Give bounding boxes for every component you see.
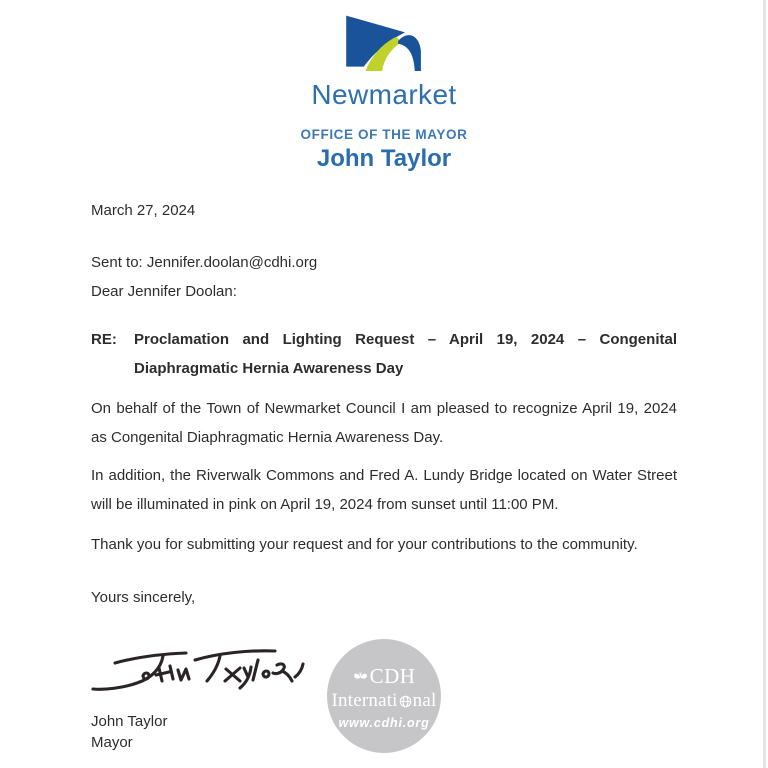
watermark-org-name [332,690,437,712]
watermark-acronym: CDH [369,664,416,688]
signer-title: Mayor [91,734,133,751]
letter-date: March 27, 2024 [91,202,196,219]
sent-to-line: Sent to: Jennifer.doolan@cdhi.org [91,254,318,271]
brand-wordmark: Newmarket [311,79,457,110]
org-name-suffix: nal [412,690,437,711]
handwritten-signature-image [89,647,311,697]
watermark-url: www.cdhi.org [338,716,430,730]
body-paragraph: On behalf of the Town of Newmarket Council I am pleased to recognize April 19, 2024 as Congenital Diaphragmatic Hernia Awareness Day. [91,400,677,446]
signer-name: John Taylor [91,713,168,730]
office-title: OFFICE OF THE MAYOR [300,127,468,142]
globe-icon [399,695,412,708]
body-paragraph: In addition, the Riverwalk Commons and Fred A. Lundy Bridge located on Water Street will be illuminated in pink on April 19, 2024 from sunset until 11:00 PM. [91,467,677,513]
cdh-international-watermark [327,639,441,753]
letterhead [0,13,768,173]
salutation: Dear Jennifer Doolan: [91,283,237,300]
butterfly-icon [353,670,368,683]
re-subject-text: Proclamation and Lighting Request – April 19, 2024 – Congenital Diaphragmatic Hernia Awareness Day [134,331,677,377]
newmarket-logo-icon [340,13,428,71]
watermark-acronym-row [353,664,416,689]
re-subject-line [91,325,677,383]
org-name-prefix: Internati [331,690,398,711]
re-label: RE: [91,331,117,348]
closing-line: Yours sincerely, [91,589,196,606]
mayor-name-heading: John Taylor [316,145,452,172]
body-paragraph: Thank you for submitting your request and for your contributions to the community. [91,536,638,553]
logo-blue-arch-shape [398,35,421,71]
